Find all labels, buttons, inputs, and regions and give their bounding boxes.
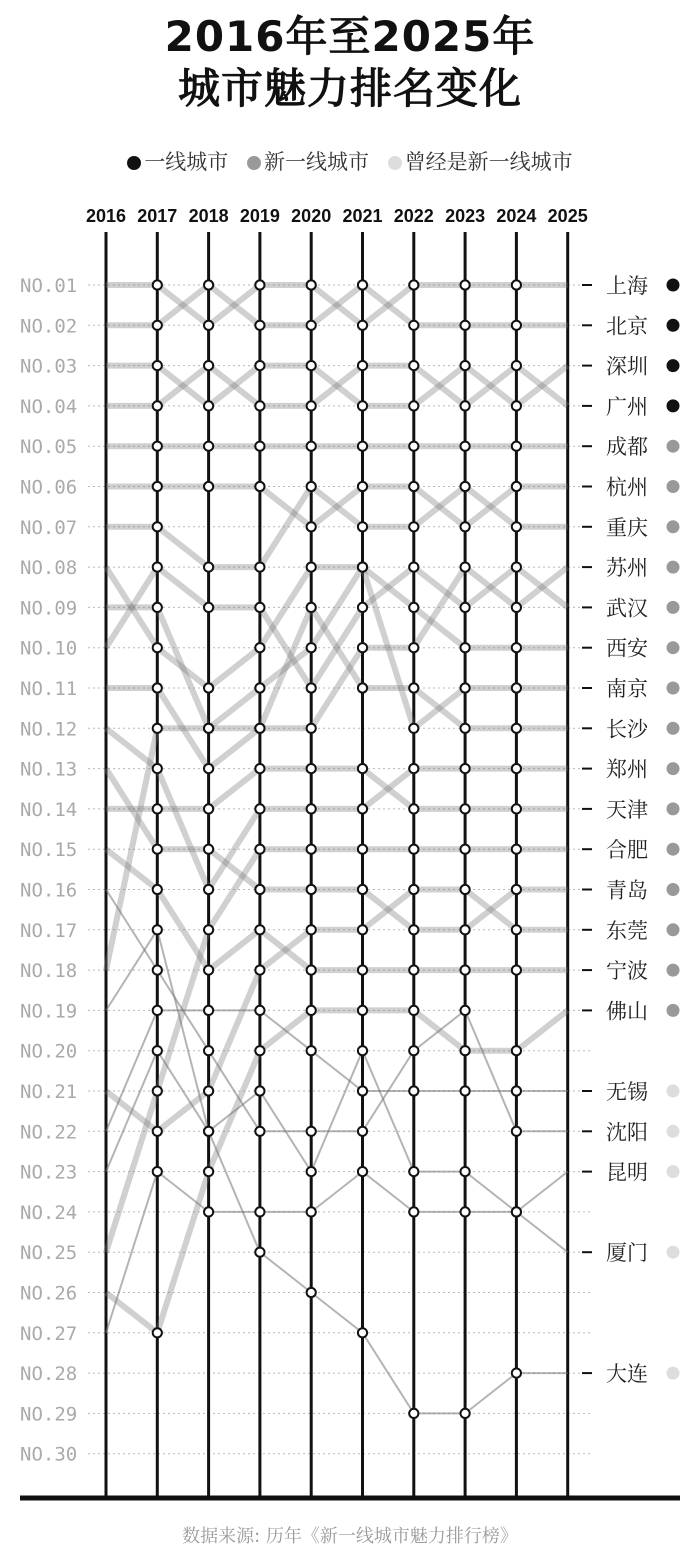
data-point-武汉-2024 [512,563,521,572]
rank-tick-label: NO.19 [20,1000,78,1023]
rank-tick-label: NO.04 [20,395,78,418]
data-point-青岛-2020 [307,885,316,894]
data-point-天津-2021 [358,764,367,773]
data-point-郑州-2018 [204,885,213,894]
data-point-南京-2023 [461,683,470,692]
rank-tick-label: NO.08 [20,557,78,580]
data-point-北京-2023 [461,321,470,330]
year-label: 2017 [137,206,178,226]
city-label-沈阳: 沈阳 [606,1120,648,1145]
data-point-沈阳-2023 [461,1006,470,1015]
data-point-佛山-2019 [255,1046,264,1055]
data-point-宁波-2022 [409,966,418,975]
data-point-合肥-2022 [409,845,418,854]
data-point-西安-2020 [307,643,316,652]
data-point-成都-2021 [358,442,367,451]
data-point-青岛-2019 [255,885,264,894]
city-tier-dot [667,440,680,453]
data-point-沈阳-2020 [307,1127,316,1136]
data-point-武汉-2020 [307,683,316,692]
city-tier-dot [667,1085,680,1098]
data-point-东莞-2019 [255,966,264,975]
city-label-郑州: 郑州 [606,757,648,782]
rank-tick-label: NO.23 [20,1161,78,1184]
data-point-广州-2021 [358,361,367,370]
data-point-重庆-2017 [153,522,162,531]
data-point-沈阳-2024 [512,1127,521,1136]
data-point-无锡-2023 [461,1086,470,1095]
data-point-无锡-2017 [153,1006,162,1015]
data-point-上海-2020 [307,280,316,289]
data-point-郑州-2019 [255,804,264,813]
series-line-天津 [106,769,568,809]
data-point-广州-2023 [461,401,470,410]
data-point-昆明-2017 [153,1046,162,1055]
data-point-天津-2023 [461,804,470,813]
data-point-南京-2022 [409,724,418,733]
data-point-武汉-2021 [358,603,367,612]
data-point-重庆-2024 [512,522,521,531]
data-point-佛山-2018 [204,1167,213,1176]
data-point-深圳-2022 [409,401,418,410]
data-point-深圳-2017 [153,361,162,370]
rank-tick-label: NO.26 [20,1282,78,1305]
data-point-合肥-2017 [153,1086,162,1095]
city-tier-dot [667,1004,680,1017]
data-point-佛山-2022 [409,1006,418,1015]
data-point-杭州-2018 [204,482,213,491]
data-point-天津-2018 [204,804,213,813]
rank-tick-label: NO.16 [20,879,78,902]
rank-tick-label: NO.05 [20,436,78,459]
data-point-深圳-2024 [512,401,521,410]
data-point-杭州-2019 [255,482,264,491]
data-point-上海-2017 [153,280,162,289]
data-point-天津-2020 [307,764,316,773]
data-point-长沙-2019 [255,724,264,733]
data-point-长沙-2024 [512,724,521,733]
year-axes [20,232,680,1498]
data-point-昆明-2021 [358,1046,367,1055]
city-tier-dot [667,923,680,936]
rank-tick-label: NO.10 [20,637,78,660]
data-point-昆明-2023 [461,1167,470,1176]
data-point-深圳-2021 [358,401,367,410]
data-point-大连-2022 [409,1409,418,1418]
data-point-大连-2017 [153,925,162,934]
data-point-大连-2023 [461,1409,470,1418]
data-point-沈阳-2022 [409,1046,418,1055]
data-point-西安-2024 [512,643,521,652]
data-point-苏州-2022 [409,643,418,652]
city-label-广州: 广州 [606,394,648,419]
city-tier-dot [667,722,680,735]
city-tier-dot [667,1367,680,1380]
data-point-宁波-2020 [307,966,316,975]
rank-tick-label: NO.06 [20,476,78,499]
data-point-重庆-2020 [307,482,316,491]
data-point-天津-2017 [153,804,162,813]
source-note: 数据来源: 历年《新一线城市魅力排行榜》 [182,1526,518,1547]
rank-tick-label: NO.11 [20,678,78,700]
data-point-苏州-2023 [461,563,470,572]
data-point-东莞-2024 [512,925,521,934]
city-tier-dot [667,601,680,614]
rank-tick-label: NO.30 [20,1443,78,1466]
rank-tick-label: NO.14 [20,798,78,821]
data-point-宁波-2024 [512,966,521,975]
city-tier-dot [667,641,680,654]
data-point-苏州-2017 [153,603,162,612]
data-point-杭州-2024 [512,482,521,491]
year-label: 2016 [85,206,127,226]
city-label-南京: 南京 [606,677,648,701]
city-label-成都: 成都 [606,435,648,460]
data-point-东莞-2020 [307,925,316,934]
rank-tick-label: NO.22 [20,1121,78,1144]
data-point-上海-2024 [512,280,521,289]
data-point-南京-2021 [358,563,367,572]
data-point-佛山-2024 [512,1046,521,1055]
rank-tick-label: NO.21 [20,1081,78,1103]
data-point-沈阳-2017 [153,966,162,975]
rank-tick-label: NO.28 [20,1363,78,1386]
data-point-青岛-2018 [204,845,213,854]
year-label: 2018 [188,206,229,226]
data-point-苏州-2024 [512,603,521,612]
year-label: 2022 [393,206,434,226]
data-point-青岛-2021 [358,885,367,894]
data-point-广州-2022 [409,361,418,370]
data-point-重庆-2023 [461,482,470,491]
city-label-长沙: 长沙 [606,717,648,742]
city-label-重庆: 重庆 [606,515,648,540]
data-point-北京-2017 [153,321,162,330]
data-point-苏州-2020 [307,724,316,733]
city-label-厦门: 厦门 [606,1241,648,1266]
data-point-大连-2021 [358,1328,367,1337]
data-point-无锡-2018 [204,1006,213,1015]
year-label: 2020 [291,206,332,226]
city-tier-dot [667,762,680,775]
rank-tick-label: NO.25 [20,1242,78,1265]
data-point-青岛-2024 [512,885,521,894]
year-label: 2023 [445,206,486,226]
data-point-西安-2017 [153,724,162,733]
data-point-杭州-2017 [153,482,162,491]
year-label: 2025 [547,206,588,226]
city-tier-dot [667,561,680,574]
data-point-北京-2018 [204,280,213,289]
chart-title-line2: 城市魅力排名变化 [177,64,522,113]
legend-label-tier1: 一线城市 [144,150,229,174]
city-tier-dot [667,1246,680,1259]
data-point-东莞-2021 [358,925,367,934]
data-point-厦门-2017 [153,1167,162,1176]
data-point-大连-2024 [512,1369,521,1378]
data-point-长沙-2020 [307,603,316,612]
data-point-东莞-2023 [461,885,470,894]
data-point-无锡-2020 [307,1046,316,1055]
data-point-上海-2019 [255,280,264,289]
data-point-重庆-2019 [255,563,264,572]
data-point-上海-2021 [358,321,367,330]
city-tier-dot [667,279,680,292]
data-point-昆明-2020 [307,1167,316,1176]
rank-tick-label: NO.15 [20,839,78,862]
city-tier-dot [667,802,680,815]
data-point-成都-2017 [153,442,162,451]
city-tier-dot [667,1165,680,1178]
year-label: 2019 [239,206,280,226]
data-point-无锡-2024 [512,1086,521,1095]
data-point-昆明-2019 [255,1086,264,1095]
chart-title-line1: 2016年至2025年 [164,12,536,61]
data-point-厦门-2019 [255,1207,264,1216]
data-point-上海-2023 [461,280,470,289]
city-label-佛山: 佛山 [606,999,648,1024]
data-point-苏州-2021 [358,643,367,652]
rank-tick-label: NO.27 [20,1322,78,1345]
data-point-合肥-2024 [512,845,521,854]
city-label-深圳: 深圳 [606,354,648,379]
data-point-上海-2022 [409,280,418,289]
city-tier-dot [667,1125,680,1138]
data-point-佛山-2017 [153,1328,162,1337]
rank-tick-label: NO.24 [20,1201,78,1224]
data-point-厦门-2023 [461,1207,470,1216]
data-point-宁波-2023 [461,966,470,975]
data-point-成都-2022 [409,442,418,451]
legend-label-former: 曾经是新一线城市 [404,150,573,174]
data-point-佛山-2020 [307,1006,316,1015]
data-point-合肥-2018 [204,925,213,934]
city-tier-dot [667,480,680,493]
data-point-北京-2022 [409,321,418,330]
data-point-杭州-2021 [358,482,367,491]
series-lines [106,285,568,1413]
city-tier-dot [667,843,680,856]
rank-tick-label: NO.17 [20,919,78,942]
city-label-合肥: 合肥 [606,838,648,863]
data-point-武汉-2022 [409,563,418,572]
data-point-深圳-2020 [307,361,316,370]
data-point-郑州-2017 [153,764,162,773]
data-point-宁波-2017 [153,885,162,894]
data-point-厦门-2024 [512,1207,521,1216]
series-line-广州 [106,366,568,406]
data-point-青岛-2017 [153,845,162,854]
rank-tick-label: NO.13 [20,758,78,781]
year-label: 2021 [342,206,383,226]
data-point-成都-2019 [255,442,264,451]
data-point-西安-2022 [409,603,418,612]
city-tier-dot [667,682,680,695]
rank-tick-label: NO.01 [20,275,78,297]
data-point-广州-2020 [307,401,316,410]
data-point-郑州-2021 [358,804,367,813]
data-point-北京-2021 [358,280,367,289]
data-point-长沙-2021 [358,683,367,692]
data-point-上海-2018 [204,321,213,330]
rank-tick-label: NO.03 [20,355,78,378]
data-point-郑州-2023 [461,764,470,773]
data-point-杭州-2023 [461,522,470,531]
data-point-无锡-2021 [358,1086,367,1095]
city-tier-dot [667,883,680,896]
city-label-大连: 大连 [606,1362,648,1387]
city-label-武汉: 武汉 [606,596,648,621]
data-point-武汉-2023 [461,603,470,612]
data-point-天津-2022 [409,804,418,813]
series-line-宁波 [106,849,568,970]
data-point-成都-2024 [512,442,521,451]
data-point-武汉-2017 [153,563,162,572]
data-point-杭州-2020 [307,522,316,531]
city-label-青岛: 青岛 [606,878,648,903]
data-point-长沙-2017 [153,683,162,692]
data-point-青岛-2022 [409,925,418,934]
gridlines [88,285,590,1454]
data-point-南京-2018 [204,683,213,692]
data-point-南京-2019 [255,643,264,652]
data-point-厦门-2018 [204,1207,213,1216]
data-point-大连-2018 [204,1127,213,1136]
rank-tick-label: NO.20 [20,1040,78,1063]
data-point-长沙-2023 [461,724,470,733]
data-point-天津-2024 [512,804,521,813]
data-point-西安-2023 [461,643,470,652]
data-point-宁波-2019 [255,925,264,934]
city-label-北京: 北京 [606,314,648,339]
data-point-南京-2017 [153,643,162,652]
city-label-上海: 上海 [606,274,648,298]
data-point-大连-2020 [307,1288,316,1297]
data-point-无锡-2019 [255,1006,264,1015]
data-point-杭州-2022 [409,482,418,491]
city-label-无锡: 无锡 [606,1080,648,1104]
data-point-天津-2019 [255,764,264,773]
data-point-东莞-2018 [204,1086,213,1095]
data-point-无锡-2022 [409,1086,418,1095]
rank-tick-label: NO.09 [20,597,78,620]
city-label-杭州: 杭州 [606,475,648,500]
data-point-佛山-2021 [358,1006,367,1015]
rank-tick-label: NO.29 [20,1403,78,1426]
data-point-深圳-2019 [255,361,264,370]
data-point-佛山-2023 [461,1046,470,1055]
data-point-深圳-2018 [204,401,213,410]
data-point-广州-2017 [153,401,162,410]
data-point-成都-2018 [204,442,213,451]
data-point-重庆-2022 [409,522,418,531]
city-tier-dot [667,359,680,372]
data-point-广州-2019 [255,401,264,410]
rank-tick-label: NO.07 [20,516,78,539]
city-tier-dot [667,319,680,332]
data-point-郑州-2022 [409,764,418,773]
legend-label-tier2: 新一线城市 [264,150,369,174]
data-point-长沙-2022 [409,683,418,692]
data-point-武汉-2018 [204,603,213,612]
city-label-东莞: 东莞 [606,918,648,943]
data-point-郑州-2024 [512,764,521,773]
data-point-青岛-2023 [461,925,470,934]
data-point-西安-2019 [255,683,264,692]
year-label: 2024 [496,206,537,226]
data-point-成都-2020 [307,442,316,451]
data-point-昆明-2022 [409,1167,418,1176]
data-point-重庆-2018 [204,563,213,572]
data-point-成都-2023 [461,442,470,451]
data-point-武汉-2019 [255,603,264,612]
city-tier-dot [667,399,680,412]
rank-tick-label: NO.12 [20,718,78,741]
data-point-厦门-2021 [358,1167,367,1176]
data-point-南京-2024 [512,683,521,692]
data-point-东莞-2017 [153,1127,162,1136]
data-point-沈阳-2021 [358,1127,367,1136]
data-point-南京-2020 [307,563,316,572]
data-point-厦门-2022 [409,1207,418,1216]
rank-tick-label: NO.18 [20,960,78,983]
rank-tick-label: NO.02 [20,315,78,338]
data-point-大连-2019 [255,1248,264,1257]
data-point-西安-2018 [204,724,213,733]
city-label-天津: 天津 [606,797,648,822]
data-point-广州-2018 [204,361,213,370]
city-label-昆明: 昆明 [606,1160,648,1185]
data-point-沈阳-2018 [204,1046,213,1055]
data-point-合肥-2019 [255,845,264,854]
data-point-深圳-2023 [461,361,470,370]
data-point-宁波-2018 [204,966,213,975]
series-line-北京 [106,285,568,325]
data-point-北京-2024 [512,321,521,330]
data-point-广州-2024 [512,361,521,370]
data-point-沈阳-2019 [255,1127,264,1136]
data-point-郑州-2020 [307,804,316,813]
city-label-宁波: 宁波 [606,959,648,984]
data-point-宁波-2021 [358,966,367,975]
data-point-北京-2020 [307,321,316,330]
data-point-东莞-2022 [409,885,418,894]
data-point-合肥-2021 [358,845,367,854]
city-tier-dot [667,964,680,977]
data-point-北京-2019 [255,321,264,330]
city-label-苏州: 苏州 [606,556,648,581]
city-tier-dot [667,520,680,533]
data-point-厦门-2020 [307,1207,316,1216]
series-line-武汉 [106,567,568,688]
data-point-重庆-2021 [358,522,367,531]
city-label-西安: 西安 [606,636,648,661]
data-point-长沙-2018 [204,764,213,773]
data-point-合肥-2023 [461,845,470,854]
data-point-合肥-2020 [307,845,316,854]
